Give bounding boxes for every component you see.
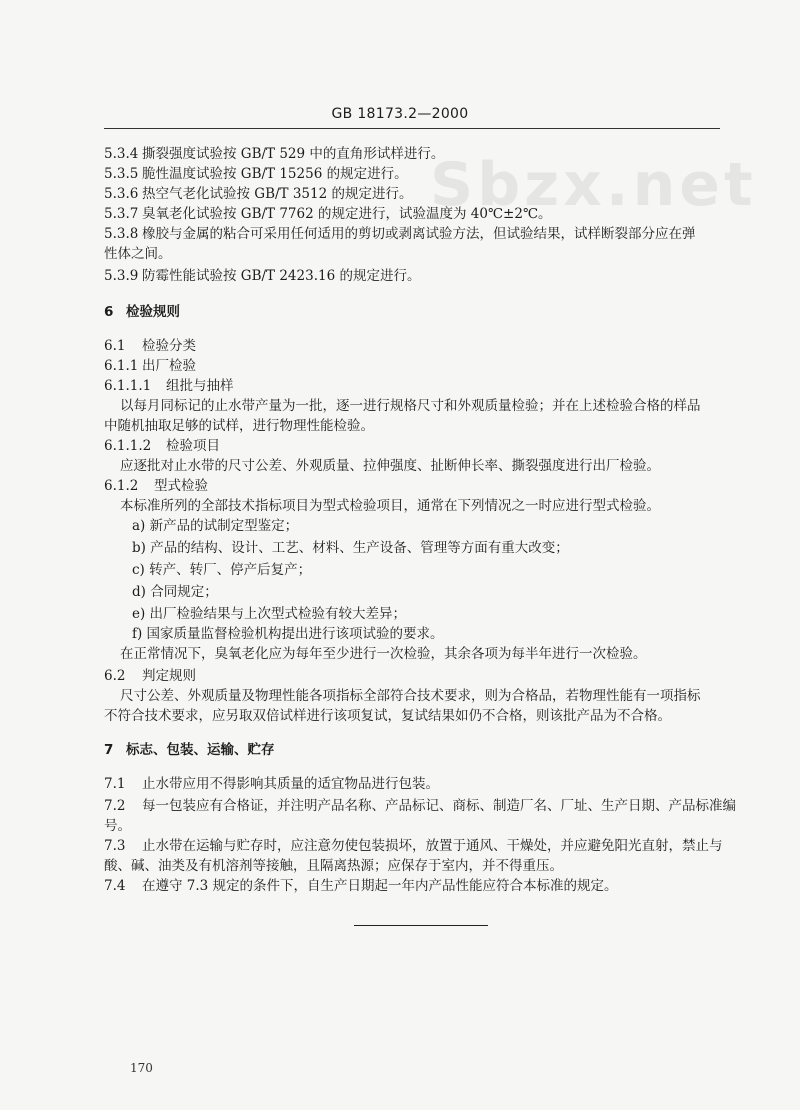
clause-text: 防霉性能试验按 GB/T 2423.16 的规定进行。 [142,268,421,284]
clause-6-1-2 [104,476,724,496]
list-item [132,582,752,602]
paragraph-text: 本标准所列的全部技术指标项目为型式检验项目，通常在下列情况之一时应进行型式检验。 [120,498,660,514]
paragraph-line [104,416,724,436]
clause-number: 5.3.6 [104,186,139,202]
clause-5-3-9 [104,266,724,286]
clause-continuation [104,856,724,876]
clause-5-3-4 [104,144,724,164]
clause-number: 7.2 [104,798,126,814]
clause-number: 6.1 [104,338,126,354]
list-item [132,560,752,580]
clause-number: 5.3.4 [104,146,139,162]
clause-text: 橡胶与金属的粘合可采用任何适用的剪切或剥离试验方法，但试验结果，试样断裂部分应在弹 [142,226,696,242]
header-rule [104,128,720,129]
clause-text: 出厂检验 [142,358,196,374]
section-title: 标志、包装、运输、贮存 [126,742,275,758]
clause-6-1-1-1 [104,376,724,396]
list-item [132,538,752,558]
clause-number: 5.3.5 [104,166,139,182]
clause-text: 每一包装应有合格证，并注明产品名称、产品标记、商标、制造厂名、厂址、生产日期、产品标准编 [142,798,736,814]
paragraph-line [120,644,740,664]
clause-7-4 [104,876,724,896]
list-item-text: a) 新产品的试制定型鉴定； [132,518,299,534]
clause-number: 6.1.2 [104,478,139,494]
paragraph-line [120,456,740,476]
clause-number: 7.3 [104,838,126,854]
paragraph-text: 在正常情况下，臭氧老化应为每年至少进行一次检验，其余各项为每半年进行一次检验。 [120,646,647,662]
clause-number: 5.3.7 [104,206,139,222]
clause-text: 型式检验 [154,478,208,494]
clause-number: 6.1.1.2 [104,438,152,454]
clause-text: 性体之间。 [104,246,172,262]
watermark: Sbzx.net [430,150,757,220]
paragraph-line [120,496,740,516]
list-item [132,604,752,624]
clause-text: 热空气老化试验按 GB/T 3512 的规定进行。 [142,186,413,202]
clause-text: 撕裂强度试验按 GB/T 529 中的直角形试样进行。 [142,146,445,162]
paragraph-text: 应逐批对止水带的尺寸公差、外观质量、拉伸强度、扯断伸长率、撕裂强度进行出厂检验。 [120,458,660,474]
clause-5-3-8 [104,224,724,244]
clause-5-3-7 [104,204,724,224]
clause-number: 6.1.1 [104,358,139,374]
clause-continuation [104,816,724,836]
clause-number: 6.2 [104,668,126,684]
clause-text: 检验项目 [166,438,220,454]
section-number: 6 [104,304,114,320]
paragraph-line [104,706,724,726]
paragraph-line [120,396,740,416]
standard-header: GB 18173.2—2000 [331,106,469,122]
list-item-text: b) 产品的结构、设计、工艺、材料、生产设备、管理等方面有重大改变； [132,540,569,556]
end-of-document-rule [354,925,488,926]
clause-number: 6.1.1.1 [104,378,152,394]
list-item-text: f) 国家质量监督检验机构提出进行该项试验的要求。 [132,626,444,642]
clause-7-1 [104,774,724,794]
section-title: 检验规则 [126,304,180,320]
clause-number: 5.3.9 [104,268,139,284]
clause-number: 5.3.8 [104,226,139,242]
clause-6-1-1 [104,356,724,376]
clause-number: 7.4 [104,878,126,894]
clause-text: 判定规则 [142,668,196,684]
clause-number: 7.1 [104,776,126,792]
clause-text: 臭氧老化试验按 GB/T 7762 的规定进行，试验温度为 40℃±2℃。 [142,206,552,222]
clause-continuation [104,244,724,264]
section-number: 7 [104,742,114,758]
clause-text: 脆性温度试验按 GB/T 15256 的规定进行。 [142,166,408,182]
paragraph-text: 中随机抽取足够的试样，进行物理性能检验。 [104,418,374,434]
list-item-text: c) 转产、转厂、停产后复产； [132,562,312,578]
clause-5-3-5 [104,164,724,184]
clause-text: 酸、碱、油类及有机溶剂等接触，且隔离热源；应保存于室内，并不得重压。 [104,858,563,874]
section-6-heading [104,302,724,322]
clause-6-2 [104,666,724,686]
page-number: 170 [130,1061,153,1075]
clause-text: 在遵守 7.3 规定的条件下，自生产日期起一年内产品性能应符合本标准的规定。 [142,878,618,894]
clause-text: 号。 [104,818,131,834]
list-item [132,516,752,536]
clause-7-2 [104,796,736,816]
paragraph-text: 尺寸公差、外观质量及物理性能各项指标全部符合技术要求，则为合格品，若物理性能有一项指标 [120,688,701,704]
list-item [132,624,752,644]
paragraph-text: 不符合技术要求，应另取双倍试样进行该项复试，复试结果如仍不合格，则该批产品为不合格。 [104,708,671,724]
list-item-text: d) 合同规定； [132,584,218,600]
clause-text: 止水带应用不得影响其质量的适宜物品进行包装。 [142,776,439,792]
clause-6-1-1-2 [104,436,724,456]
paragraph-text: 以每月同标记的止水带产量为一批，逐一进行规格尺寸和外观质量检验；并在上述检验合格的样品 [120,398,701,414]
section-7-heading [104,740,724,760]
clause-text: 检验分类 [142,338,196,354]
clause-6-1 [104,336,724,356]
paragraph-line [120,686,740,706]
clause-text: 止水带在运输与贮存时，应注意勿使包装损坏，放置于通风、干燥处，并应避免阳光直射，禁止与 [142,838,723,854]
clause-7-3 [104,836,724,856]
list-item-text: e) 出厂检验结果与上次型式检验有较大差异； [132,606,407,622]
clause-text: 组批与抽样 [166,378,234,394]
clause-5-3-6 [104,184,724,204]
